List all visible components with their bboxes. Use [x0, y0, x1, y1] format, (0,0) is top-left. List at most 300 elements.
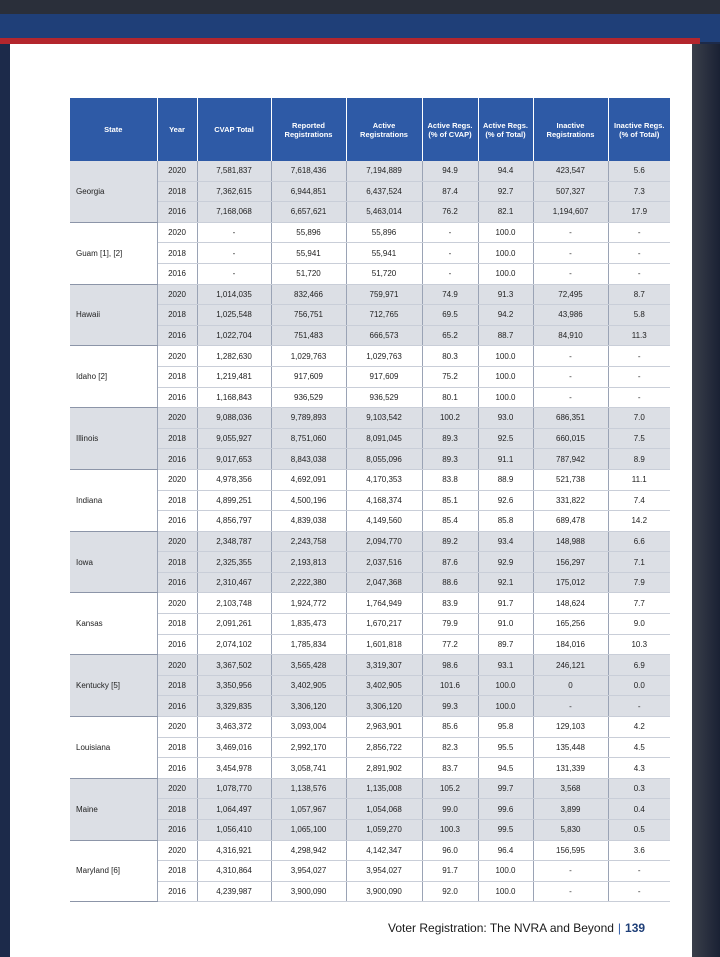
value-cell: 100.0 — [478, 222, 533, 243]
value-cell: 2,856,722 — [346, 737, 422, 758]
value-cell: 100.0 — [478, 243, 533, 264]
value-cell: 917,609 — [271, 366, 346, 387]
table-row — [70, 696, 670, 717]
value-cell: 3,463,372 — [197, 717, 271, 738]
table-row — [70, 881, 670, 902]
year-cell: 2020 — [157, 655, 197, 676]
table-row — [70, 531, 670, 552]
state-cell: Maine — [70, 778, 157, 840]
value-cell: 4,316,921 — [197, 840, 271, 861]
value-cell: 11.1 — [608, 469, 670, 490]
year-cell: 2020 — [157, 469, 197, 490]
value-cell: 91.0 — [478, 614, 533, 635]
table-row — [70, 490, 670, 511]
value-cell: 92.0 — [422, 881, 478, 902]
column-header: Active Registrations — [346, 98, 422, 161]
value-cell: 689,478 — [533, 511, 608, 532]
value-cell: 1,057,967 — [271, 799, 346, 820]
value-cell: 917,609 — [346, 366, 422, 387]
value-cell: 4,692,091 — [271, 469, 346, 490]
year-cell: 2018 — [157, 737, 197, 758]
value-cell: 156,595 — [533, 840, 608, 861]
year-cell: 2018 — [157, 181, 197, 202]
document-page — [10, 44, 692, 957]
value-cell: 1,056,410 — [197, 820, 271, 841]
value-cell: 99.5 — [478, 820, 533, 841]
value-cell: 175,012 — [533, 572, 608, 593]
value-cell: 4,170,353 — [346, 469, 422, 490]
value-cell: 1,078,770 — [197, 778, 271, 799]
value-cell: - — [608, 366, 670, 387]
value-cell: 3,306,120 — [346, 696, 422, 717]
year-cell: 2018 — [157, 799, 197, 820]
value-cell: 1,029,763 — [271, 346, 346, 367]
year-cell: 2016 — [157, 572, 197, 593]
value-cell: 83.8 — [422, 469, 478, 490]
value-cell: 2,037,516 — [346, 552, 422, 573]
value-cell: 521,738 — [533, 469, 608, 490]
year-cell: 2020 — [157, 840, 197, 861]
state-cell: Illinois — [70, 408, 157, 470]
table-row — [70, 449, 670, 470]
table-row — [70, 820, 670, 841]
value-cell: 91.7 — [422, 861, 478, 882]
value-cell: - — [608, 696, 670, 717]
value-cell: 3,899 — [533, 799, 608, 820]
page-edge-shadow — [692, 44, 720, 957]
value-cell: 7,581,837 — [197, 161, 271, 181]
value-cell: 1,168,843 — [197, 387, 271, 408]
state-cell: Idaho [2] — [70, 346, 157, 408]
year-cell: 2018 — [157, 552, 197, 573]
year-cell: 2018 — [157, 305, 197, 326]
value-cell: 660,015 — [533, 428, 608, 449]
value-cell: 4,310,864 — [197, 861, 271, 882]
value-cell: 9,103,542 — [346, 408, 422, 429]
value-cell: 14.2 — [608, 511, 670, 532]
table-row — [70, 778, 670, 799]
value-cell: 8,091,045 — [346, 428, 422, 449]
state-cell: Louisiana — [70, 717, 157, 779]
value-cell: 2,222,380 — [271, 572, 346, 593]
value-cell: 6.6 — [608, 531, 670, 552]
table-row — [70, 325, 670, 346]
value-cell: 88.6 — [422, 572, 478, 593]
value-cell: 3,900,090 — [346, 881, 422, 902]
value-cell: 96.0 — [422, 840, 478, 861]
value-cell: 3.6 — [608, 840, 670, 861]
value-cell: 6,437,524 — [346, 181, 422, 202]
value-cell: 92.6 — [478, 490, 533, 511]
value-cell: 80.1 — [422, 387, 478, 408]
year-cell: 2020 — [157, 161, 197, 181]
value-cell: 91.3 — [478, 284, 533, 305]
value-cell: 80.3 — [422, 346, 478, 367]
value-cell: 94.4 — [478, 161, 533, 181]
table-row — [70, 840, 670, 861]
value-cell: 92.5 — [478, 428, 533, 449]
value-cell: 135,448 — [533, 737, 608, 758]
value-cell: 100.0 — [478, 346, 533, 367]
state-cell: Hawaii — [70, 284, 157, 346]
value-cell: 1,835,473 — [271, 614, 346, 635]
value-cell: 55,896 — [271, 222, 346, 243]
value-cell: 4,298,942 — [271, 840, 346, 861]
value-cell: 100.0 — [478, 675, 533, 696]
value-cell: - — [608, 243, 670, 264]
table-row — [70, 161, 670, 181]
value-cell: 165,256 — [533, 614, 608, 635]
table-row — [70, 758, 670, 779]
state-cell: Indiana — [70, 469, 157, 531]
value-cell: 756,751 — [271, 305, 346, 326]
year-cell: 2016 — [157, 758, 197, 779]
value-cell: 8.7 — [608, 284, 670, 305]
column-header: Year — [157, 98, 197, 161]
value-cell: 1,014,035 — [197, 284, 271, 305]
table-row — [70, 717, 670, 738]
value-cell: 1,064,497 — [197, 799, 271, 820]
value-cell: 9,055,927 — [197, 428, 271, 449]
column-header: State — [70, 98, 157, 161]
value-cell: 92.7 — [478, 181, 533, 202]
state-cell: Georgia — [70, 161, 157, 222]
value-cell: - — [533, 346, 608, 367]
value-cell: 43,986 — [533, 305, 608, 326]
value-cell: 0 — [533, 675, 608, 696]
value-cell: - — [533, 366, 608, 387]
value-cell: 87.4 — [422, 181, 478, 202]
value-cell: 82.3 — [422, 737, 478, 758]
value-cell: 100.0 — [478, 696, 533, 717]
value-cell: 1,025,548 — [197, 305, 271, 326]
top-dark-band — [0, 0, 720, 14]
value-cell: 55,941 — [346, 243, 422, 264]
year-cell: 2018 — [157, 861, 197, 882]
year-cell: 2016 — [157, 634, 197, 655]
value-cell: 2,992,170 — [271, 737, 346, 758]
value-cell: 85.1 — [422, 490, 478, 511]
table-row — [70, 408, 670, 429]
year-cell: 2016 — [157, 263, 197, 284]
value-cell: 99.3 — [422, 696, 478, 717]
table-row — [70, 799, 670, 820]
value-cell: 129,103 — [533, 717, 608, 738]
value-cell: 3,093,004 — [271, 717, 346, 738]
value-cell: 2,047,368 — [346, 572, 422, 593]
value-cell: 4,168,374 — [346, 490, 422, 511]
value-cell: 156,297 — [533, 552, 608, 573]
year-cell: 2020 — [157, 222, 197, 243]
value-cell: 7,168,068 — [197, 202, 271, 223]
value-cell: - — [533, 696, 608, 717]
value-cell: 131,339 — [533, 758, 608, 779]
value-cell: 6,944,851 — [271, 181, 346, 202]
value-cell: 4.5 — [608, 737, 670, 758]
value-cell: 3,402,905 — [346, 675, 422, 696]
value-cell: 92.9 — [478, 552, 533, 573]
value-cell: - — [608, 263, 670, 284]
year-cell: 2020 — [157, 346, 197, 367]
value-cell: 51,720 — [346, 263, 422, 284]
value-cell: 1,138,576 — [271, 778, 346, 799]
value-cell: 1,785,834 — [271, 634, 346, 655]
value-cell: 87.6 — [422, 552, 478, 573]
value-cell: 5.8 — [608, 305, 670, 326]
value-cell: 7.7 — [608, 593, 670, 614]
year-cell: 2016 — [157, 820, 197, 841]
value-cell: 72,495 — [533, 284, 608, 305]
value-cell: 8.9 — [608, 449, 670, 470]
value-cell: 99.0 — [422, 799, 478, 820]
value-cell: - — [608, 861, 670, 882]
value-cell: 77.2 — [422, 634, 478, 655]
table-row — [70, 614, 670, 635]
table-row — [70, 861, 670, 882]
value-cell: 99.6 — [478, 799, 533, 820]
year-cell: 2020 — [157, 408, 197, 429]
value-cell: - — [533, 222, 608, 243]
page-footer — [388, 921, 645, 935]
value-cell: 4.2 — [608, 717, 670, 738]
value-cell: 91.1 — [478, 449, 533, 470]
year-cell: 2018 — [157, 490, 197, 511]
value-cell: 712,765 — [346, 305, 422, 326]
table-row — [70, 552, 670, 573]
voter-registration-table — [70, 98, 670, 902]
table-row — [70, 202, 670, 223]
state-cell: Kentucky [5] — [70, 655, 157, 717]
state-cell: Kansas — [70, 593, 157, 655]
value-cell: 5,463,014 — [346, 202, 422, 223]
value-cell: 331,822 — [533, 490, 608, 511]
value-cell: 100.0 — [478, 366, 533, 387]
value-cell: 101.6 — [422, 675, 478, 696]
value-cell: 2,325,355 — [197, 552, 271, 573]
value-cell: 1,135,008 — [346, 778, 422, 799]
value-cell: 93.4 — [478, 531, 533, 552]
table-row — [70, 305, 670, 326]
value-cell: 3,329,835 — [197, 696, 271, 717]
value-cell: 3,367,502 — [197, 655, 271, 676]
value-cell: 832,466 — [271, 284, 346, 305]
table-row — [70, 572, 670, 593]
year-cell: 2018 — [157, 614, 197, 635]
value-cell: 4,839,038 — [271, 511, 346, 532]
value-cell: 98.6 — [422, 655, 478, 676]
value-cell: - — [197, 243, 271, 264]
value-cell: 666,573 — [346, 325, 422, 346]
value-cell: 51,720 — [271, 263, 346, 284]
value-cell: 5,830 — [533, 820, 608, 841]
column-header: Reported Registrations — [271, 98, 346, 161]
value-cell: 3,058,741 — [271, 758, 346, 779]
value-cell: 3,900,090 — [271, 881, 346, 902]
value-cell: 4,500,196 — [271, 490, 346, 511]
value-cell: 76.2 — [422, 202, 478, 223]
value-cell: 3,565,428 — [271, 655, 346, 676]
value-cell: 2,074,102 — [197, 634, 271, 655]
value-cell: 2,094,770 — [346, 531, 422, 552]
year-cell: 2020 — [157, 284, 197, 305]
table-row — [70, 634, 670, 655]
value-cell: 7,618,436 — [271, 161, 346, 181]
value-cell: - — [533, 881, 608, 902]
value-cell: 936,529 — [346, 387, 422, 408]
value-cell: 85.6 — [422, 717, 478, 738]
value-cell: 423,547 — [533, 161, 608, 181]
value-cell: 91.7 — [478, 593, 533, 614]
value-cell: 95.8 — [478, 717, 533, 738]
value-cell: 79.9 — [422, 614, 478, 635]
value-cell: 100.2 — [422, 408, 478, 429]
footer-title: Voter Registration: The NVRA and Beyond — [388, 921, 614, 935]
value-cell: - — [197, 222, 271, 243]
table-row — [70, 511, 670, 532]
value-cell: 1,059,270 — [346, 820, 422, 841]
value-cell: - — [422, 263, 478, 284]
value-cell: 10.3 — [608, 634, 670, 655]
value-cell: 74.9 — [422, 284, 478, 305]
table-row — [70, 181, 670, 202]
value-cell: 4,856,797 — [197, 511, 271, 532]
value-cell: 100.0 — [478, 861, 533, 882]
value-cell: 5.6 — [608, 161, 670, 181]
value-cell: 1,029,763 — [346, 346, 422, 367]
value-cell: 75.2 — [422, 366, 478, 387]
value-cell: 1,764,949 — [346, 593, 422, 614]
value-cell: 2,891,902 — [346, 758, 422, 779]
table-row — [70, 346, 670, 367]
year-cell: 2020 — [157, 778, 197, 799]
value-cell: 1,601,818 — [346, 634, 422, 655]
value-cell: 7.1 — [608, 552, 670, 573]
value-cell: 4.3 — [608, 758, 670, 779]
value-cell: - — [197, 263, 271, 284]
value-cell: 6.9 — [608, 655, 670, 676]
value-cell: 7.5 — [608, 428, 670, 449]
value-cell: 686,351 — [533, 408, 608, 429]
table-row — [70, 387, 670, 408]
value-cell: 65.2 — [422, 325, 478, 346]
value-cell: 6,657,621 — [271, 202, 346, 223]
table-row — [70, 737, 670, 758]
year-cell: 2020 — [157, 531, 197, 552]
value-cell: 2,193,813 — [271, 552, 346, 573]
column-header: Inactive Registrations — [533, 98, 608, 161]
value-cell: - — [608, 387, 670, 408]
value-cell: 4,899,251 — [197, 490, 271, 511]
value-cell: 8,055,096 — [346, 449, 422, 470]
value-cell: 3,306,120 — [271, 696, 346, 717]
table-row — [70, 243, 670, 264]
value-cell: 507,327 — [533, 181, 608, 202]
value-cell: 7.3 — [608, 181, 670, 202]
value-cell: 94.9 — [422, 161, 478, 181]
column-header: CVAP Total — [197, 98, 271, 161]
year-cell: 2016 — [157, 511, 197, 532]
value-cell: - — [533, 387, 608, 408]
value-cell: 89.7 — [478, 634, 533, 655]
top-red-rule — [0, 38, 700, 44]
value-cell: 89.3 — [422, 428, 478, 449]
value-cell: 55,941 — [271, 243, 346, 264]
table-row — [70, 428, 670, 449]
value-cell: - — [533, 263, 608, 284]
value-cell: 17.9 — [608, 202, 670, 223]
value-cell: - — [422, 243, 478, 264]
value-cell: 8,843,038 — [271, 449, 346, 470]
value-cell: 1,670,217 — [346, 614, 422, 635]
value-cell: 85.8 — [478, 511, 533, 532]
column-header: Active Regs. (% of Total) — [478, 98, 533, 161]
year-cell: 2016 — [157, 202, 197, 223]
value-cell: 1,282,630 — [197, 346, 271, 367]
value-cell: 96.4 — [478, 840, 533, 861]
state-cell: Guam [1], [2] — [70, 222, 157, 284]
year-cell: 2016 — [157, 881, 197, 902]
year-cell: 2020 — [157, 717, 197, 738]
value-cell: 3,469,016 — [197, 737, 271, 758]
value-cell: - — [422, 222, 478, 243]
value-cell: 0.5 — [608, 820, 670, 841]
year-cell: 2016 — [157, 696, 197, 717]
column-header: Active Regs. (% of CVAP) — [422, 98, 478, 161]
value-cell: 0.3 — [608, 778, 670, 799]
value-cell: 3,954,027 — [271, 861, 346, 882]
year-cell: 2016 — [157, 387, 197, 408]
value-cell: - — [608, 222, 670, 243]
value-cell: 99.7 — [478, 778, 533, 799]
value-cell: 246,121 — [533, 655, 608, 676]
value-cell: 9,088,036 — [197, 408, 271, 429]
value-cell: 3,402,905 — [271, 675, 346, 696]
value-cell: 3,568 — [533, 778, 608, 799]
value-cell: 9,017,653 — [197, 449, 271, 470]
value-cell: 2,963,901 — [346, 717, 422, 738]
value-cell: - — [608, 346, 670, 367]
value-cell: 2,310,467 — [197, 572, 271, 593]
value-cell: 55,896 — [346, 222, 422, 243]
value-cell: 2,103,748 — [197, 593, 271, 614]
value-cell: 94.2 — [478, 305, 533, 326]
value-cell: 83.9 — [422, 593, 478, 614]
year-cell: 2018 — [157, 243, 197, 264]
year-cell: 2018 — [157, 675, 197, 696]
value-cell: 92.1 — [478, 572, 533, 593]
value-cell: 936,529 — [271, 387, 346, 408]
value-cell: 759,971 — [346, 284, 422, 305]
value-cell: 93.1 — [478, 655, 533, 676]
value-cell: 148,988 — [533, 531, 608, 552]
value-cell: 2,348,787 — [197, 531, 271, 552]
value-cell: 89.3 — [422, 449, 478, 470]
value-cell: 89.2 — [422, 531, 478, 552]
value-cell: 88.7 — [478, 325, 533, 346]
value-cell: 7,194,889 — [346, 161, 422, 181]
value-cell: 94.5 — [478, 758, 533, 779]
value-cell: 84,910 — [533, 325, 608, 346]
state-cell: Maryland [6] — [70, 840, 157, 902]
table-row — [70, 655, 670, 676]
value-cell: 1,065,100 — [271, 820, 346, 841]
value-cell: 3,454,978 — [197, 758, 271, 779]
table-row — [70, 593, 670, 614]
value-cell: 3,954,027 — [346, 861, 422, 882]
value-cell: 8,751,060 — [271, 428, 346, 449]
value-cell: 100.0 — [478, 387, 533, 408]
value-cell: 2,243,758 — [271, 531, 346, 552]
